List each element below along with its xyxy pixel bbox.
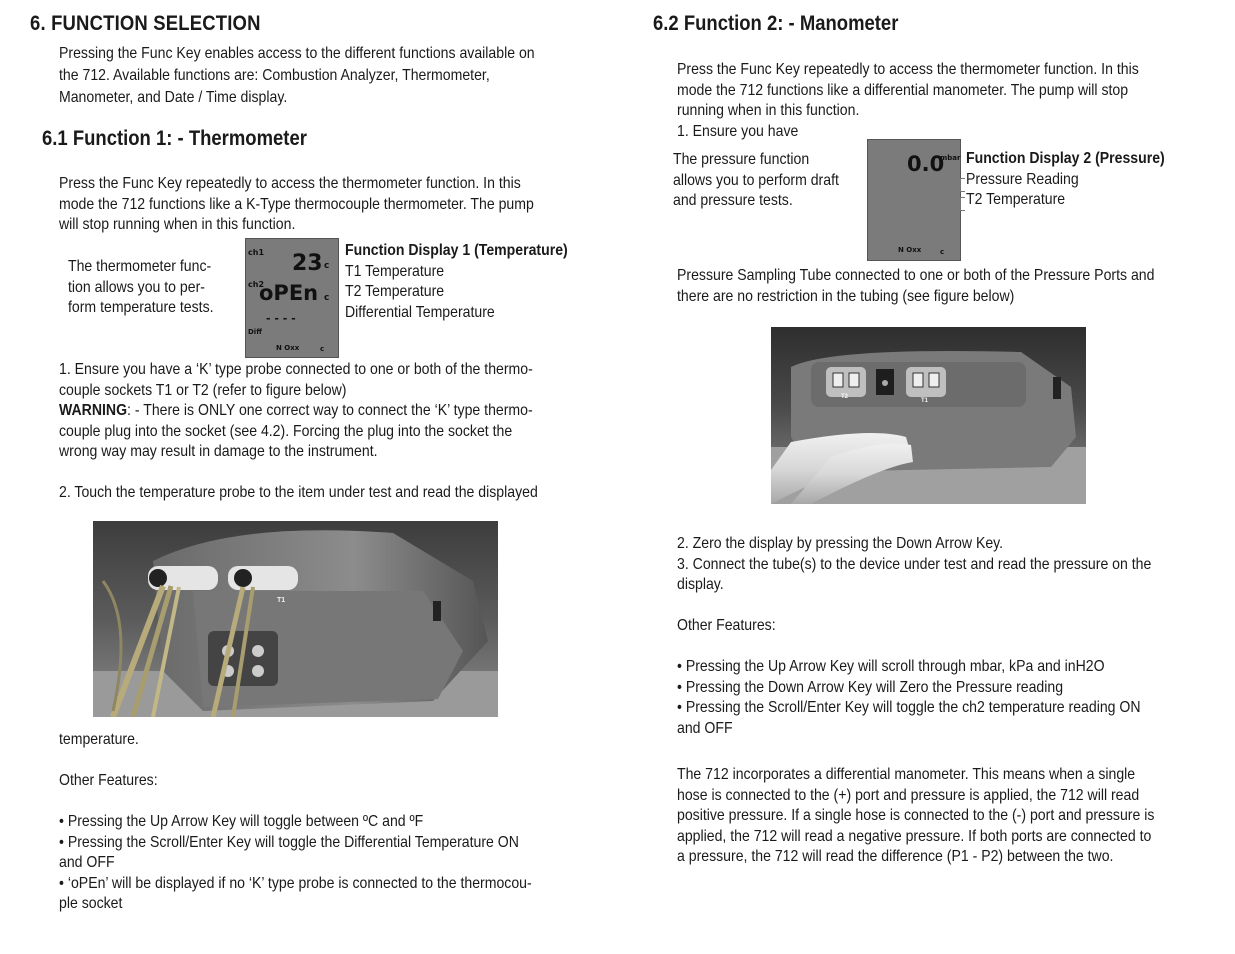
thermocouple-photo: [93, 521, 498, 717]
text-line: 2. Zero the display by pressing the Down Arrow Key.: [677, 535, 1004, 552]
display-1-caption: [345, 241, 568, 323]
display-footer: N Oxx: [276, 344, 300, 352]
ch1-unit: c: [324, 261, 330, 271]
right-feature-list: [677, 657, 1141, 739]
text-line: The pressure function: [673, 151, 810, 168]
photo-label-t2: T2: [841, 394, 849, 400]
caption-item: Differential Temperature: [345, 303, 495, 321]
temperature-display-image: [245, 238, 339, 358]
display-2-caption: [966, 149, 1165, 211]
text-line: applied, the 712 will read a negative pressure. If both ports are connected to: [677, 827, 1152, 845]
text-line: running when in this function.: [677, 102, 860, 120]
display-footer-unit: c: [940, 248, 945, 256]
photo-label-t1: T1: [921, 398, 929, 404]
thermometer-side-text: [68, 257, 214, 319]
text-line: mode the 712 functions like a differential manometer. The pump will stop: [677, 81, 1129, 99]
step-2-end: temperature.: [59, 731, 139, 748]
text-line: Press the Func Key repeatedly to access the thermometer function. In this: [677, 61, 1139, 78]
list-item: • ‘oPEn’ will be displayed if no ‘K’ type probe is connected to the thermocou-: [59, 874, 532, 892]
ch2-label: ch2: [248, 280, 265, 289]
manometer-steps: [677, 534, 1151, 596]
caption-title: Function Display 1 (Temperature): [345, 242, 568, 259]
text-line: 1. Ensure you have: [677, 122, 799, 140]
diff-value: - - - -: [266, 312, 296, 325]
ch2-unit: c: [324, 293, 330, 303]
text-line: The thermometer func-: [68, 258, 212, 275]
list-item: • Pressing the Scroll/Enter Key will toggle the ch2 temperature reading ON: [677, 699, 1141, 717]
list-item: ple socket: [59, 895, 123, 913]
caption-bracket: [960, 178, 965, 192]
pressure-tube-paragraph: [677, 266, 1154, 307]
manometer-side-text: [673, 150, 839, 212]
ch1-label: ch1: [248, 248, 265, 257]
text-line: a pressure, the 712 will read the difference (P1 - P2) between the two.: [677, 848, 1114, 866]
pressure-value: 0.0: [907, 152, 945, 176]
text-line: Manometer, and Date / Time display.: [59, 89, 288, 106]
list-item: and OFF: [59, 854, 115, 872]
thermometer-paragraph: [59, 174, 534, 236]
other-features-label: Other Features:: [677, 617, 776, 634]
text-line: The 712 incorporates a differential manometer. This means when a single: [677, 766, 1136, 783]
text-line: hose is connected to the (+) port and pressure is applied, the 712 will read: [677, 786, 1140, 804]
caption-item: T1 Temperature: [345, 262, 445, 280]
list-item: • Pressing the Up Arrow Key will toggle between ºC and ºF: [59, 813, 424, 830]
text-line: couple sockets T1 or T2 (refer to figure below): [59, 381, 347, 399]
text-line: 1. Ensure you have a ‘K’ type probe connected to one or both of the thermo-: [59, 361, 533, 378]
other-features-label: Other Features:: [59, 772, 158, 789]
step-1-paragraph: [59, 360, 533, 463]
list-item: and OFF: [677, 719, 733, 737]
text-line: couple plug into the socket (see 4.2). Forcing the plug into the socket the: [59, 422, 513, 440]
section-heading: 6. FUNCTION SELECTION: [30, 12, 261, 35]
manometer-paragraph: [677, 60, 1139, 142]
text-line: there are no restriction in the tubing (see figure below): [677, 287, 1015, 305]
text-line: Pressing the Func Key enables access to the different functions available on: [59, 45, 535, 62]
text-line: : - There is ONLY one correct way to connect the ‘K’ type thermo-: [127, 402, 533, 420]
text-line: wrong way may result in damage to the instrument.: [59, 443, 378, 461]
text-line: display.: [677, 576, 724, 594]
diff-label: Diff: [248, 328, 262, 336]
list-item: • Pressing the Scroll/Enter Key will toggle the Differential Temperature ON: [59, 833, 519, 851]
left-feature-list: [59, 812, 532, 915]
text-line: tion allows you to per-: [68, 278, 205, 296]
text-line: Pressure Sampling Tube connected to one or both of the Pressure Ports and: [677, 267, 1155, 284]
text-line: allows you to perform draft: [673, 171, 839, 189]
ch1-value: 23: [292, 251, 323, 276]
list-item: • Pressing the Down Arrow Key will Zero the Pressure reading: [677, 678, 1064, 696]
closing-paragraph: [677, 765, 1154, 868]
warning-label: WARNING: [59, 402, 128, 420]
caption-bracket: [960, 197, 965, 211]
pressure-display-image: [867, 139, 961, 261]
caption-item: T2 Temperature: [966, 191, 1066, 209]
pressure-unit: mbar: [940, 154, 961, 162]
pressure-ports-photo: [771, 327, 1086, 504]
text-line: will stop running when in this function.: [59, 216, 296, 234]
text-line: form temperature tests.: [68, 299, 214, 317]
caption-item: T2 Temperature: [345, 283, 445, 301]
step-2-text: 2. Touch the temperature probe to the item under test and read the displayed: [59, 484, 538, 501]
manometer-heading: 6.2 Function 2: - Manometer: [653, 12, 899, 35]
display-footer-unit: c: [320, 345, 325, 353]
text-line: Press the Func Key repeatedly to access the thermometer function. In this: [59, 175, 521, 192]
text-line: and pressure tests.: [673, 192, 793, 210]
caption-title: Function Display 2 (Pressure): [966, 150, 1165, 167]
photo-label-t1: T1: [277, 597, 286, 604]
caption-item: Pressure Reading: [966, 170, 1079, 188]
ch2-value: oPEn: [259, 281, 319, 305]
list-item: • Pressing the Up Arrow Key will scroll through mbar, kPa and inH2O: [677, 658, 1105, 675]
thermometer-heading: 6.1 Function 1: - Thermometer: [42, 127, 307, 150]
text-line: mode the 712 functions like a K-Type thermocouple thermometer. The pump: [59, 195, 534, 213]
text-line: the 712. Available functions are: Combustion Analyzer, Thermometer,: [59, 67, 490, 84]
text-line: positive pressure. If a single hose is connected to the (-) port and pressure is: [677, 807, 1155, 825]
text-line: 3. Connect the tube(s) to the device under test and read the pressure on the: [677, 555, 1152, 573]
intro-paragraph: [59, 43, 535, 109]
display-footer: N Oxx: [898, 246, 922, 254]
